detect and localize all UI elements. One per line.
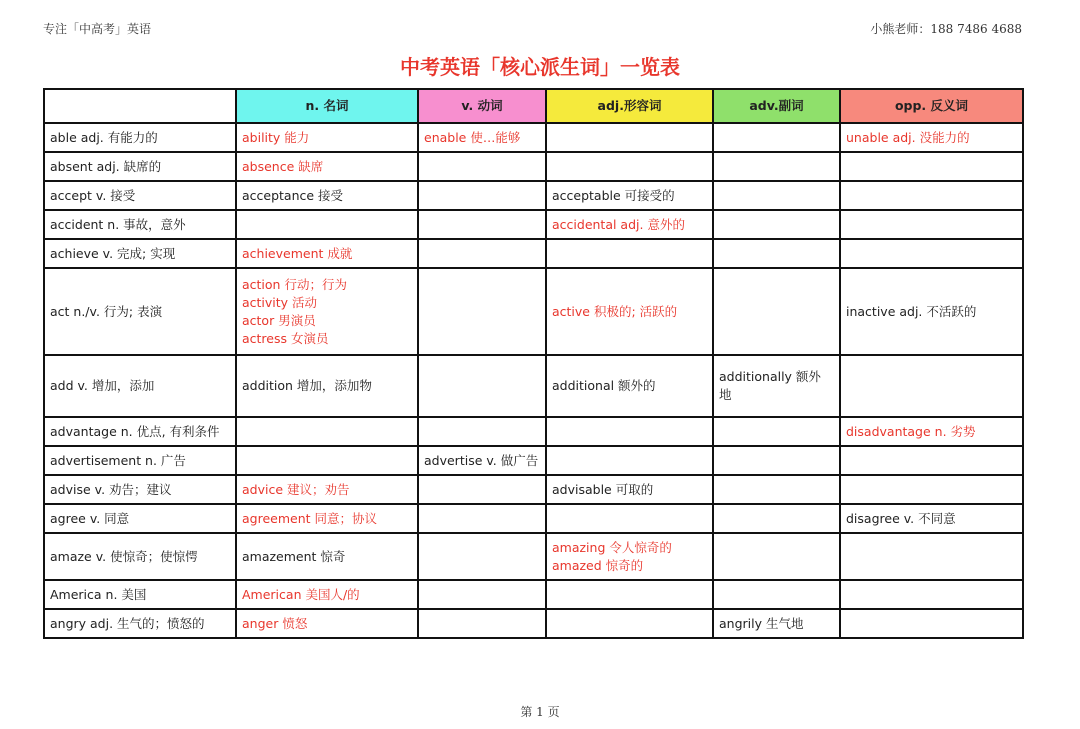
table-row bbox=[44, 609, 1023, 638]
adj-cell bbox=[546, 123, 713, 152]
verb-cell bbox=[418, 580, 546, 609]
word-cell: able adj. 有能力的 bbox=[44, 123, 236, 152]
opp-text: inactive adj. 不活跃的 bbox=[846, 303, 977, 319]
adj-cell bbox=[546, 181, 713, 210]
noun-text: ability 能力 bbox=[242, 129, 310, 145]
table-row bbox=[44, 504, 1023, 533]
adv-text: additionally 额外 bbox=[719, 369, 821, 384]
header-adv: adv.副词 bbox=[713, 89, 840, 123]
opp-cell bbox=[840, 355, 1023, 417]
table-row bbox=[44, 123, 1023, 152]
word-cell: achieve v. 完成; 实现 bbox=[44, 239, 236, 268]
table-body bbox=[44, 123, 1023, 638]
verb-cell bbox=[418, 355, 546, 417]
verb-text: advertise v. 做广告 bbox=[424, 452, 539, 468]
adj-text: amazed 惊奇的 bbox=[552, 557, 644, 573]
verb-cell bbox=[418, 152, 546, 181]
noun-cell bbox=[236, 181, 418, 210]
vocab-table bbox=[43, 88, 1024, 639]
verb-cell bbox=[418, 417, 546, 446]
noun-cell bbox=[236, 152, 418, 181]
noun-cell bbox=[236, 504, 418, 533]
word-cell: absent adj. 缺席的 bbox=[44, 152, 236, 181]
opp-text: disagree v. 不同意 bbox=[846, 510, 956, 526]
opp-cell bbox=[840, 181, 1023, 210]
opp-cell bbox=[840, 417, 1023, 446]
noun-cell bbox=[236, 446, 418, 475]
noun-cell bbox=[236, 268, 418, 355]
page-number: 第 1 页 bbox=[520, 705, 560, 719]
opp-cell bbox=[840, 580, 1023, 609]
table-row bbox=[44, 181, 1023, 210]
verb-cell bbox=[418, 475, 546, 504]
table-row bbox=[44, 210, 1023, 239]
adj-text: amazing 令人惊奇的 bbox=[552, 539, 672, 555]
opp-cell bbox=[840, 475, 1023, 504]
adj-cell bbox=[546, 239, 713, 268]
noun-cell bbox=[236, 580, 418, 609]
verb-cell bbox=[418, 123, 546, 152]
verb-cell bbox=[418, 181, 546, 210]
noun-text: American 美国人/的 bbox=[242, 586, 360, 602]
verb-cell bbox=[418, 446, 546, 475]
table-row bbox=[44, 580, 1023, 609]
word-cell: advertisement n. 广告 bbox=[44, 446, 236, 475]
adv-cell bbox=[713, 355, 840, 417]
verb-cell bbox=[418, 533, 546, 580]
adj-cell bbox=[546, 504, 713, 533]
noun-cell bbox=[236, 417, 418, 446]
header-word bbox=[44, 89, 236, 123]
adv-text: angrily 生气地 bbox=[719, 615, 804, 631]
noun-text: advice 建议；劝告 bbox=[242, 481, 350, 497]
table-row bbox=[44, 475, 1023, 504]
noun-text: anger 愤怒 bbox=[242, 615, 308, 631]
noun-text: absence 缺席 bbox=[242, 158, 324, 174]
noun-cell bbox=[236, 609, 418, 638]
adj-text: advisable 可取的 bbox=[552, 481, 654, 497]
table-row bbox=[44, 417, 1023, 446]
adj-cell bbox=[546, 609, 713, 638]
table-row bbox=[44, 533, 1023, 580]
adv-cell bbox=[713, 123, 840, 152]
noun-text: activity 活动 bbox=[242, 294, 318, 310]
noun-cell bbox=[236, 210, 418, 239]
word-cell: angry adj. 生气的；愤怒的 bbox=[44, 609, 236, 638]
adv-cell bbox=[713, 239, 840, 268]
opp-text: unable adj. 没能力的 bbox=[846, 129, 970, 145]
adj-text: acceptable 可接受的 bbox=[552, 187, 675, 203]
adv-cell bbox=[713, 268, 840, 355]
verb-cell bbox=[418, 609, 546, 638]
page-title: 中考英语「核心派生词」一览表 bbox=[400, 55, 680, 79]
adv-cell bbox=[713, 446, 840, 475]
word-cell: act n./v. 行为; 表演 bbox=[44, 268, 236, 355]
noun-text: actress 女演员 bbox=[242, 330, 329, 346]
opp-cell bbox=[840, 446, 1023, 475]
adj-cell bbox=[546, 475, 713, 504]
adj-cell bbox=[546, 268, 713, 355]
adj-cell bbox=[546, 446, 713, 475]
adj-cell bbox=[546, 355, 713, 417]
word-cell: advantage n. 优点, 有利条件 bbox=[44, 417, 236, 446]
adv-cell bbox=[713, 580, 840, 609]
adj-text: active 积极的; 活跃的 bbox=[552, 303, 678, 319]
noun-cell bbox=[236, 475, 418, 504]
adj-cell bbox=[546, 152, 713, 181]
adv-cell bbox=[713, 417, 840, 446]
opp-cell bbox=[840, 239, 1023, 268]
opp-text: disadvantage n. 劣势 bbox=[846, 423, 976, 439]
adv-cell bbox=[713, 152, 840, 181]
opp-cell bbox=[840, 123, 1023, 152]
table-row bbox=[44, 268, 1023, 355]
noun-text: acceptance 接受 bbox=[242, 187, 344, 203]
adv-cell bbox=[713, 210, 840, 239]
noun-text: actor 男演员 bbox=[242, 312, 316, 328]
word-cell: agree v. 同意 bbox=[44, 504, 236, 533]
header-right-text: 小熊老师：188 7486 4688 bbox=[870, 22, 1022, 36]
word-cell: America n. 美国 bbox=[44, 580, 236, 609]
header-left-text: 专注「中高考」英语 bbox=[43, 22, 152, 36]
adv-cell bbox=[713, 504, 840, 533]
header-noun: n. 名词 bbox=[236, 89, 418, 123]
table-header-row bbox=[44, 89, 1023, 123]
noun-cell bbox=[236, 355, 418, 417]
adv-cell bbox=[713, 609, 840, 638]
opp-cell bbox=[840, 268, 1023, 355]
noun-text: agreement 同意；协议 bbox=[242, 510, 378, 526]
noun-text: achievement 成就 bbox=[242, 245, 353, 261]
verb-cell bbox=[418, 504, 546, 533]
noun-cell bbox=[236, 239, 418, 268]
opp-cell bbox=[840, 504, 1023, 533]
word-cell: add v. 增加，添加 bbox=[44, 355, 236, 417]
noun-text: amazement 惊奇 bbox=[242, 548, 346, 564]
table-row bbox=[44, 446, 1023, 475]
noun-cell bbox=[236, 533, 418, 580]
adj-text: additional 额外的 bbox=[552, 378, 656, 393]
adj-cell bbox=[546, 580, 713, 609]
word-cell: advise v. 劝告；建议 bbox=[44, 475, 236, 504]
word-cell: accept v. 接受 bbox=[44, 181, 236, 210]
opp-cell bbox=[840, 152, 1023, 181]
table-row bbox=[44, 152, 1023, 181]
adv-cell bbox=[713, 533, 840, 580]
header-adj: adj.形容词 bbox=[546, 89, 713, 123]
verb-cell bbox=[418, 239, 546, 268]
table-row bbox=[44, 355, 1023, 417]
noun-text: addition 增加，添加物 bbox=[242, 378, 372, 393]
table-row bbox=[44, 239, 1023, 268]
adv-cell bbox=[713, 181, 840, 210]
adj-text: accidental adj. 意外的 bbox=[552, 216, 685, 232]
opp-cell bbox=[840, 533, 1023, 580]
header-opp: opp. 反义词 bbox=[840, 89, 1023, 123]
noun-text: action 行动；行为 bbox=[242, 276, 347, 292]
adv-cell bbox=[713, 475, 840, 504]
adj-cell bbox=[546, 417, 713, 446]
opp-cell bbox=[840, 210, 1023, 239]
adv-text: 地 bbox=[719, 387, 732, 402]
adj-cell bbox=[546, 533, 713, 580]
word-cell: accident n. 事故，意外 bbox=[44, 210, 236, 239]
adj-cell bbox=[546, 210, 713, 239]
verb-cell bbox=[418, 210, 546, 239]
header-verb: v. 动词 bbox=[418, 89, 546, 123]
opp-cell bbox=[840, 609, 1023, 638]
verb-cell bbox=[418, 268, 546, 355]
word-cell: amaze v. 使惊奇；使惊愕 bbox=[44, 533, 236, 580]
noun-cell bbox=[236, 123, 418, 152]
verb-text: enable 使…能够 bbox=[424, 129, 521, 145]
